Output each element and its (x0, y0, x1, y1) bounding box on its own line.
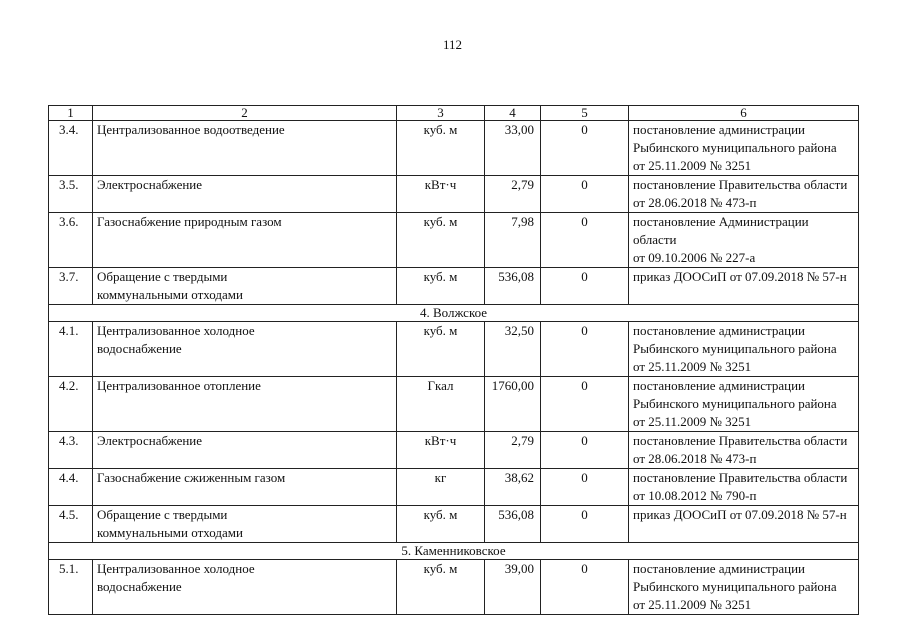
row-number: 5.1. (49, 560, 93, 615)
service-name: Централизованное холодное водоснабжение (93, 560, 397, 615)
legal-act: постановление Правительства области от 10.08.2012 № 790-п (629, 469, 859, 506)
unit-cell: Гкал (397, 377, 485, 432)
section-title: 5. Каменниковское (49, 543, 859, 560)
unit-cell: кВт·ч (397, 176, 485, 213)
table-row (49, 432, 859, 469)
unit-cell: куб. м (397, 506, 485, 543)
section-title: 4. Волжское (49, 305, 859, 322)
legal-act: постановление Правительства области от 28.06.2018 № 473-п (629, 432, 859, 469)
unit-cell: куб. м (397, 268, 485, 305)
legal-act: постановление администрации Рыбинского муниципального района от 25.11.2009 № 3251 (629, 560, 859, 615)
service-name: Электроснабжение (93, 176, 397, 213)
norm-value: 2,79 (485, 432, 541, 469)
norm-value: 1760,00 (485, 377, 541, 432)
table-row (49, 469, 859, 506)
zero-value: 0 (541, 322, 629, 377)
unit-cell: куб. м (397, 322, 485, 377)
header-cell: 6 (629, 106, 859, 121)
row-number: 4.5. (49, 506, 93, 543)
unit-cell: куб. м (397, 213, 485, 268)
table-row (49, 377, 859, 432)
row-number: 4.3. (49, 432, 93, 469)
table-row (49, 560, 859, 615)
header-cell: 2 (93, 106, 397, 121)
row-number: 4.1. (49, 322, 93, 377)
section-row (49, 543, 859, 560)
service-name: Централизованное отопление (93, 377, 397, 432)
service-name: Электроснабжение (93, 432, 397, 469)
zero-value: 0 (541, 213, 629, 268)
norm-value: 32,50 (485, 322, 541, 377)
row-number: 3.7. (49, 268, 93, 305)
service-name: Обращение с твердыми коммунальными отходами (93, 268, 397, 305)
legal-act: постановление администрации Рыбинского муниципального района от 25.11.2009 № 3251 (629, 322, 859, 377)
tariff-table (48, 105, 859, 615)
service-name: Обращение с твердыми коммунальными отходами (93, 506, 397, 543)
header-cell: 3 (397, 106, 485, 121)
legal-act: постановление Правительства области от 28.06.2018 № 473-п (629, 176, 859, 213)
legal-act: приказ ДООСиП от 07.09.2018 № 57-н (629, 268, 859, 305)
legal-act: приказ ДООСиП от 07.09.2018 № 57-н (629, 506, 859, 543)
norm-value: 2,79 (485, 176, 541, 213)
zero-value: 0 (541, 176, 629, 213)
zero-value: 0 (541, 469, 629, 506)
norm-value: 33,00 (485, 121, 541, 176)
legal-act: постановление администрации Рыбинского муниципального района от 25.11.2009 № 3251 (629, 377, 859, 432)
zero-value: 0 (541, 432, 629, 469)
row-number: 3.6. (49, 213, 93, 268)
row-number: 3.4. (49, 121, 93, 176)
table-row (49, 213, 859, 268)
zero-value: 0 (541, 268, 629, 305)
table-header-row (49, 106, 859, 121)
page-number: 112 (442, 37, 463, 52)
legal-act: постановление администрации Рыбинского муниципального района от 25.11.2009 № 3251 (629, 121, 859, 176)
table-row (49, 506, 859, 543)
row-number: 4.4. (49, 469, 93, 506)
unit-cell: куб. м (397, 560, 485, 615)
table-row (49, 322, 859, 377)
service-name: Централизованное холодное водоснабжение (93, 322, 397, 377)
service-name: Газоснабжение сжиженным газом (93, 469, 397, 506)
table-row (49, 176, 859, 213)
zero-value: 0 (541, 506, 629, 543)
norm-value: 7,98 (485, 213, 541, 268)
row-number: 4.2. (49, 377, 93, 432)
service-name: Централизованное водоотведение (93, 121, 397, 176)
norm-value: 536,08 (485, 506, 541, 543)
header-cell: 1 (49, 106, 93, 121)
header-cell: 4 (485, 106, 541, 121)
norm-value: 39,00 (485, 560, 541, 615)
unit-cell: куб. м (397, 121, 485, 176)
service-name: Газоснабжение природным газом (93, 213, 397, 268)
zero-value: 0 (541, 377, 629, 432)
section-row (49, 305, 859, 322)
norm-value: 38,62 (485, 469, 541, 506)
norm-value: 536,08 (485, 268, 541, 305)
unit-cell: кВт·ч (397, 432, 485, 469)
header-cell: 5 (541, 106, 629, 121)
zero-value: 0 (541, 560, 629, 615)
zero-value: 0 (541, 121, 629, 176)
row-number: 3.5. (49, 176, 93, 213)
table-row (49, 121, 859, 176)
legal-act: постановление Администрации области от 09.10.2006 № 227-а (629, 213, 859, 268)
unit-cell: кг (397, 469, 485, 506)
table-row (49, 268, 859, 305)
